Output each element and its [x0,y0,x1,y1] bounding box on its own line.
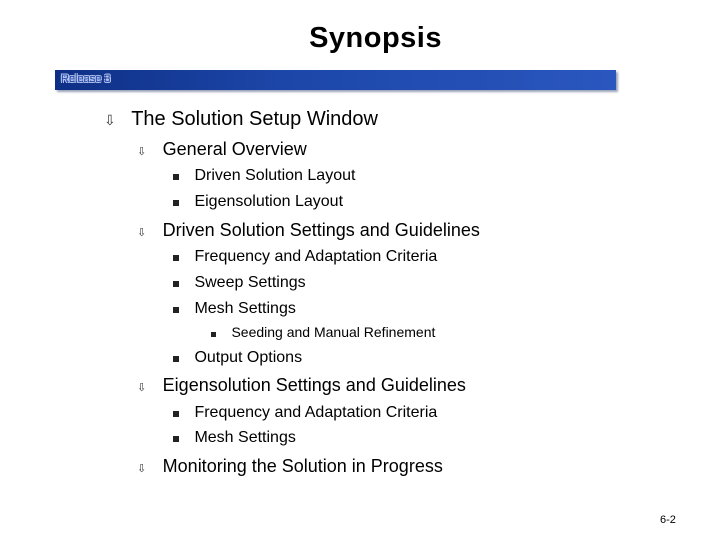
outline-item-driven-layout [173,167,355,185]
arrow-down-bullet-icon: ⇩ [137,145,147,158]
page-number: 6-2 [660,514,676,526]
outline-seeding-label: Seeding and Manual Refinement [231,324,436,340]
square-bullet-icon [173,281,179,287]
slide-title: Synopsis [309,22,442,54]
square-bullet-icon [211,332,216,337]
outline-item-eigen-layout [173,193,343,211]
outline-item-general-overview [137,139,307,160]
square-bullet-icon [173,174,179,180]
arrow-down-bullet-icon: ⇩ [137,381,147,394]
arrow-down-bullet-icon: ⇩ [137,462,147,475]
outline-general-overview-label: General Overview [162,139,307,159]
arrow-down-bullet-icon: ⇩ [104,113,116,129]
release-label: Release 3 [61,73,111,85]
outline-driven-mesh-label: Mesh Settings [194,300,296,317]
release-banner [55,70,616,90]
outline-output-options-label: Output Options [194,349,303,366]
square-bullet-icon [173,356,179,362]
outline-driven-layout-label: Driven Solution Layout [194,167,356,184]
outline-item-output-options [173,349,302,367]
outline-item-eigen-settings [137,375,466,396]
square-bullet-icon [173,255,179,261]
outline-item-driven-sweep [173,274,306,292]
outline-eigen-layout-label: Eigensolution Layout [194,193,344,210]
outline-main-label: The Solution Setup Window [131,108,378,130]
outline-item-driven-mesh [173,300,296,318]
outline-driven-sweep-label: Sweep Settings [194,274,306,291]
square-bullet-icon [173,411,179,417]
outline-item-driven-settings [137,220,480,241]
outline-item-seeding [211,324,435,342]
outline-driven-settings-label: Driven Solution Settings and Guidelines [162,220,480,240]
square-bullet-icon [173,436,179,442]
outline-item-eigen-freq [173,404,437,422]
outline-item-monitoring [137,456,443,477]
arrow-down-bullet-icon: ⇩ [137,226,147,239]
square-bullet-icon [173,307,179,313]
outline-monitoring-label: Monitoring the Solution in Progress [162,456,443,476]
outline-item-main [104,108,378,131]
outline-driven-freq-label: Frequency and Adaptation Criteria [194,248,438,265]
outline-eigen-settings-label: Eigensolution Settings and Guidelines [162,375,466,395]
outline-item-driven-freq [173,248,437,266]
outline-eigen-freq-label: Frequency and Adaptation Criteria [194,404,438,421]
outline-item-eigen-mesh [173,429,296,447]
square-bullet-icon [173,200,179,206]
outline-eigen-mesh-label: Mesh Settings [194,429,296,446]
